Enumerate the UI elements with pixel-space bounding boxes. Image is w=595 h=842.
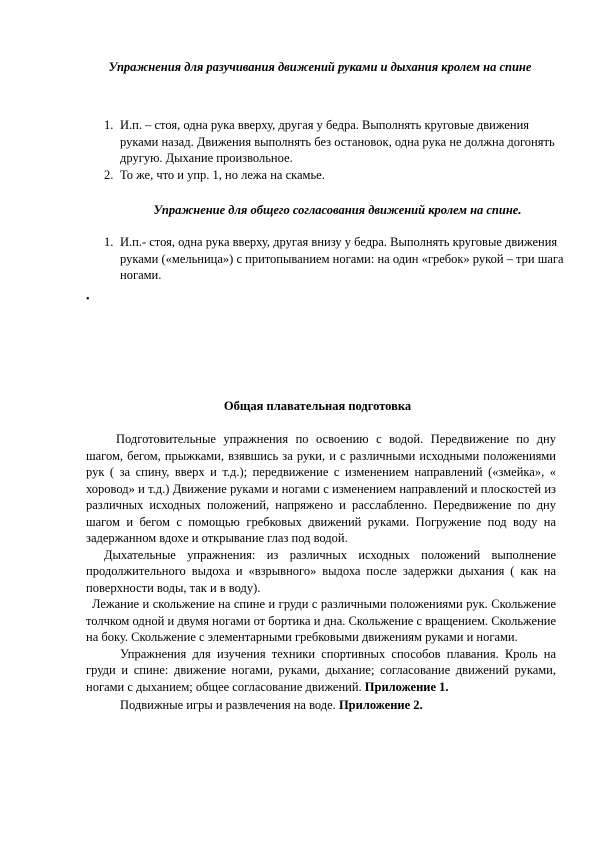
bullet-mark: • (86, 294, 90, 305)
section-title-backstroke-coordination: Упражнение для общего согласования движений кролем на спине. (153, 203, 522, 217)
list-item (104, 234, 564, 284)
list-item-text: И.п. – стоя, одна рука вверху, другая у бедра. Выполнять круговые движения руками назад. Движения выполнять без остановок, одна рука не должна догонять другую. Дыхание произвольное. (120, 118, 555, 165)
list-item-text: То же, что и упр. 1, но лежа на скамье. (120, 167, 325, 182)
appendix-1-ref: Приложение 1. (364, 679, 449, 694)
list-item-number: 1. (104, 235, 114, 249)
appendix-2-ref: Приложение 2. (338, 698, 423, 712)
exercise-list-2 (104, 234, 564, 284)
exercise-list-1 (104, 117, 564, 183)
paragraph-technique (86, 646, 556, 696)
paragraph-games (86, 697, 556, 714)
paragraph-gliding: Лежание и скольжение на спине и груди с различными положениями рук. Скольжение толчком одной и двумя ногами от бортика и дна. Скольжение с вращением. Скольжение на боку. Скольжение с элементарными гребковыми движениям руками и ногами. (86, 597, 556, 644)
list-item (104, 117, 564, 167)
section-title-general-swimming: Общая плавательная подготовка (223, 399, 412, 413)
list-item-text: И.п.- стоя, одна рука вверху, другая внизу у бедра. Выполнять круговые движения руками («мельница») с притопыванием ногами: на один «гребок» рукой – три шага ногами. (120, 235, 564, 282)
section-title-backstroke-arms-breathing: Упражнения для разучивания движений руками и дыхания кролем на спине (108, 60, 532, 74)
list-item-number: 2. (104, 167, 114, 182)
list-item-number: 1. (104, 118, 114, 132)
body-text (86, 431, 556, 714)
paragraph-preparatory: Подготовительные упражнения по освоению с водой. Передвижение по дну шагом, бегом, прыжками, взявшись за руки, и с различными исходными положениями рук ( за спину, вверх и т.д.); передвижение с изменением направлений («змейка», « хоровод» и т.д.) Движение руками и ногами с изменением направлений и плоскостей из различных исходных положений, напряжено и расслабленно. Передвижение по дну шагом и бегом с помощью гребковых движений руками. Погружение под воду на задержанном вдохе и открывание глаз под водой. (86, 432, 556, 545)
paragraph-technique-text: Упражнения для изучения техники спортивных способов плавания. Кроль на груди и спине: движение ногами, руками, дыхание; согласование движений руками, ногами с дыханием; общее согласование движений. (86, 646, 556, 694)
paragraph-games-text: Подвижные игры и развлечения на воде. (120, 698, 336, 712)
paragraph-breathing: Дыхательные упражнения: из различных исходных положений выполнение продолжительного выдоха и «взрывного» выдоха после задержки дыхания ( как на поверхности воды, так и в воду). (86, 547, 556, 595)
list-item (104, 167, 564, 184)
